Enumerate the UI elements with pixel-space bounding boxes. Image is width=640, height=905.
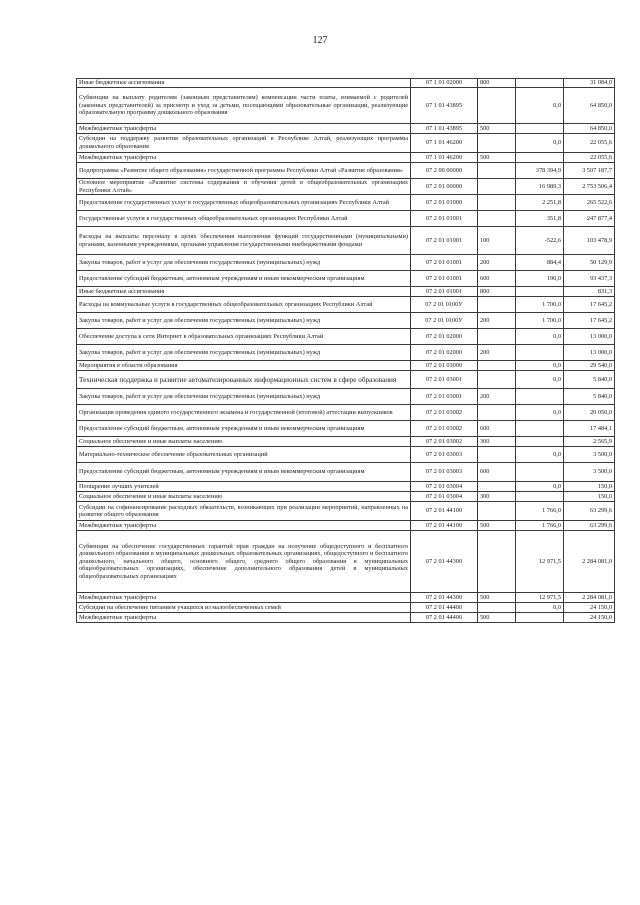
row-total-amount-cell: 831,3 [564,287,615,297]
table-row [77,405,615,421]
row-total-amount-cell: 3 500,0 [564,447,615,463]
row-name-cell: Организация проведения единого государственного экзамена и государственной (итоговой) аттестации выпускников [77,405,411,421]
row-expense-type-cell: 200 [478,345,516,361]
row-name-cell: Расходы на коммунальные услуги в государственных общеобразовательных организациях Республики Алтай [77,297,411,313]
row-change-amount-cell [516,463,564,482]
row-expense-type-cell [478,531,516,593]
budget-table-body [77,79,615,623]
row-total-amount-cell: 5 840,0 [564,389,615,405]
row-total-amount-cell: 63 299,6 [564,502,615,521]
row-change-amount-cell: 0,0 [516,88,564,124]
row-code-cell: 07 2 01 01001 [411,271,478,287]
row-expense-type-cell: 100 [478,227,516,255]
row-code-cell: 07 1 01 43895 [411,124,478,134]
table-row [77,463,615,482]
row-total-amount-cell: 17 645,2 [564,297,615,313]
row-expense-type-cell [478,502,516,521]
row-expense-type-cell [478,361,516,371]
row-total-amount-cell: 24 150,0 [564,603,615,613]
row-total-amount-cell: 17 484,1 [564,421,615,437]
row-name-cell: Основное мероприятие «Развитие системы содержания и обучения детей в общеобразовательных организациях Республики Алтай» [77,179,411,195]
row-name-cell: Обеспечение доступа к сети Интернет в образовательных организациях Республики Алтай [77,329,411,345]
row-expense-type-cell: 800 [478,79,516,88]
row-total-amount-cell: 103 478,9 [564,227,615,255]
row-expense-type-cell: 500 [478,613,516,623]
table-row [77,421,615,437]
row-change-amount-cell [516,437,564,447]
budget-table [76,78,615,623]
table-row [77,134,615,153]
row-code-cell: 07 2 01 44100 [411,502,478,521]
table-row [77,227,615,255]
table-row [77,153,615,163]
row-total-amount-cell: 24 150,0 [564,613,615,623]
row-change-amount-cell: 884,4 [516,255,564,271]
row-total-amount-cell: 3 500,0 [564,463,615,482]
row-total-amount-cell: 13 000,0 [564,345,615,361]
table-row [77,297,615,313]
row-total-amount-cell: 29 540,0 [564,361,615,371]
row-change-amount-cell: 2 251,8 [516,195,564,211]
row-expense-type-cell: 500 [478,153,516,163]
row-name-cell: Предоставление субсидий бюджетным, автономным учреждениям и иным некоммерческим организациям [77,271,411,287]
table-row [77,163,615,179]
row-total-amount-cell: 150,0 [564,492,615,502]
row-expense-type-cell [478,195,516,211]
table-row [77,437,615,447]
row-expense-type-cell [478,603,516,613]
row-total-amount-cell: 150,0 [564,482,615,492]
row-total-amount-cell: 247 877,4 [564,211,615,227]
row-code-cell: 07 2 01 02000 [411,345,478,361]
row-code-cell: 07 2 01 03000 [411,361,478,371]
table-row [77,313,615,329]
row-expense-type-cell: 200 [478,389,516,405]
row-expense-type-cell [478,447,516,463]
row-expense-type-cell [478,482,516,492]
row-change-amount-cell: 0,0 [516,405,564,421]
row-name-cell: Расходы на выплаты персоналу в целях обеспечения выполнения функций государственными (муниципальными) органами, казенными учреждениями, органами управления государственными внебюджетными фондами [77,227,411,255]
row-code-cell: 07 2 01 44100 [411,521,478,531]
row-expense-type-cell [478,179,516,195]
row-code-cell: 07 2 01 00000 [411,179,478,195]
row-code-cell: 07 2 01 03002 [411,421,478,437]
row-expense-type-cell: 200 [478,255,516,271]
table-row [77,79,615,88]
table-row [77,593,615,603]
row-total-amount-cell: 20 050,0 [564,405,615,421]
page-number: 127 [312,35,328,46]
row-expense-type-cell [478,88,516,124]
row-name-cell: Предоставление субсидий бюджетным, автономным учреждениям и иным некоммерческим организациям [77,463,411,482]
row-expense-type-cell: 600 [478,463,516,482]
row-change-amount-cell: 1 766,0 [516,521,564,531]
row-total-amount-cell: 5 840,0 [564,371,615,389]
row-change-amount-cell: 0,0 [516,329,564,345]
row-change-amount-cell: 1 766,0 [516,502,564,521]
table-row [77,179,615,195]
row-total-amount-cell: 2 284 081,0 [564,593,615,603]
row-change-amount-cell: 1 700,0 [516,313,564,329]
row-name-cell: Закупка товаров, работ и услуг для обеспечения государственных (муниципальных) нужд [77,389,411,405]
row-change-amount-cell: 0,0 [516,134,564,153]
table-row [77,124,615,134]
row-code-cell: 07 2 01 01001 [411,227,478,255]
row-name-cell: Поощрение лучших учителей [77,482,411,492]
row-code-cell: 07 2 01 44400 [411,603,478,613]
row-expense-type-cell: 300 [478,437,516,447]
table-row [77,389,615,405]
row-code-cell: 07 2 01 44300 [411,593,478,603]
row-expense-type-cell: 300 [478,492,516,502]
row-total-amount-cell: 2 284 081,0 [564,531,615,593]
row-name-cell: Субсидии на обеспечение питанием учащихся из малообеспеченных семей [77,603,411,613]
row-expense-type-cell [478,134,516,153]
row-total-amount-cell: 2 753 506,4 [564,179,615,195]
table-row [77,531,615,593]
row-expense-type-cell [478,211,516,227]
row-code-cell: 07 2 01 03001 [411,371,478,389]
row-change-amount-cell: 0,0 [516,371,564,389]
row-total-amount-cell: 22 055,6 [564,153,615,163]
row-change-amount-cell: 378 394,9 [516,163,564,179]
row-total-amount-cell: 64 850,0 [564,124,615,134]
row-code-cell: 07 2 01 01001 [411,211,478,227]
table-row [77,371,615,389]
row-change-amount-cell [516,492,564,502]
row-code-cell: 07 2 01 03002 [411,437,478,447]
row-code-cell: 07 2 01 03004 [411,492,478,502]
row-total-amount-cell: 17 645,2 [564,313,615,329]
row-change-amount-cell [516,153,564,163]
table-row [77,211,615,227]
row-name-cell: Межбюджетные трансферты [77,521,411,531]
row-code-cell: 07 2 00 00000 [411,163,478,179]
row-expense-type-cell: 200 [478,313,516,329]
row-expense-type-cell: 500 [478,124,516,134]
row-change-amount-cell [516,421,564,437]
row-expense-type-cell: 600 [478,271,516,287]
row-change-amount-cell [516,345,564,361]
row-name-cell: Техническая поддержка и развитие автоматизированных информационных систем в сфере образования [77,371,411,389]
table-row [77,345,615,361]
table-row [77,287,615,297]
row-change-amount-cell: 0,0 [516,361,564,371]
row-code-cell: 07 2 01 03003 [411,463,478,482]
row-change-amount-cell: 0,0 [516,447,564,463]
row-name-cell: Предоставление государственных услуг в государственных общеобразовательных организациях Республики Алтай [77,195,411,211]
row-total-amount-cell: 265 522,6 [564,195,615,211]
row-code-cell: 07 2 01 0100У [411,297,478,313]
row-name-cell: Социальное обеспечение и иные выплаты населению [77,437,411,447]
row-name-cell: Предоставление субсидий бюджетным, автономным учреждениям и иным некоммерческим организациям [77,421,411,437]
row-code-cell: 07 2 01 01001 [411,255,478,271]
row-name-cell: Социальное обеспечение и иные выплаты населению [77,492,411,502]
row-name-cell: Закупка товаров, работ и услуг для обеспечения государственных (муниципальных) нужд [77,255,411,271]
row-name-cell: Иные бюджетные ассигнования [77,287,411,297]
row-code-cell: 07 2 01 0100У [411,313,478,329]
row-code-cell: 07 2 01 03004 [411,482,478,492]
row-code-cell: 07 1 01 46200 [411,134,478,153]
row-name-cell: Субвенции на обеспечение государственных гарантий прав граждан на получение общедоступного и бесплатного дошкольного образования в муниципальных дошкольных образовательных организациях, общедоступного и бесплатного дошкольного, начального общего, основного общего, среднего общего образования в муниципальных общеобразовательных организациях, обеспечение дополнительного образования детей в муниципальных общеобразовательных организациях [77,531,411,593]
row-change-amount-cell: 0,0 [516,603,564,613]
row-change-amount-cell [516,613,564,623]
row-change-amount-cell: 1 700,0 [516,297,564,313]
row-name-cell: Мероприятия в области образования [77,361,411,371]
row-change-amount-cell: 190,0 [516,271,564,287]
table-row [77,492,615,502]
table-row [77,195,615,211]
table-row [77,603,615,613]
row-change-amount-cell [516,79,564,88]
row-expense-type-cell: 500 [478,521,516,531]
row-total-amount-cell: 13 000,0 [564,329,615,345]
row-expense-type-cell [478,163,516,179]
row-name-cell: Материально-техническое обеспечение образовательных организаций [77,447,411,463]
table-row [77,255,615,271]
row-total-amount-cell: 31 084,0 [564,79,615,88]
table-row [77,613,615,623]
row-expense-type-cell [478,371,516,389]
row-name-cell: Субвенции на выплату родителям (законным представителям) компенсации части платы, взимаемой с родителей (законных представителей) за присмотр и уход за детьми, посещающими образовательные организации, реализующие образовательную программу дошкольного образования [77,88,411,124]
table-row [77,271,615,287]
row-change-amount-cell [516,389,564,405]
row-total-amount-cell: 22 055,6 [564,134,615,153]
row-code-cell: 07 2 01 44300 [411,531,478,593]
row-expense-type-cell: 500 [478,593,516,603]
row-name-cell: Закупка товаров, работ и услуг для обеспечения государственных (муниципальных) нужд [77,345,411,361]
row-expense-type-cell: 600 [478,421,516,437]
row-change-amount-cell [516,287,564,297]
row-code-cell: 07 2 01 01001 [411,287,478,297]
row-name-cell: Субсидии на поддержку развития образовательных организаций в Республике Алтай, реализующих программы дошкольного образования [77,134,411,153]
row-name-cell: Межбюджетные трансферты [77,613,411,623]
row-change-amount-cell: -522,6 [516,227,564,255]
table-row [77,447,615,463]
row-change-amount-cell [516,124,564,134]
row-code-cell: 07 2 01 03003 [411,447,478,463]
row-code-cell: 07 1 01 02000 [411,79,478,88]
row-total-amount-cell: 50 129,9 [564,255,615,271]
row-code-cell: 07 1 01 46200 [411,153,478,163]
row-name-cell: Межбюджетные трансферты [77,124,411,134]
row-code-cell: 07 2 01 03002 [411,405,478,421]
row-name-cell: Субсидии на софинансирование расходных обязательств, возникающих при реализации мероприятий, направленных на развитие общего образования [77,502,411,521]
row-code-cell: 07 2 01 02000 [411,329,478,345]
row-change-amount-cell: 16 989,3 [516,179,564,195]
row-name-cell: Межбюджетные трансферты [77,593,411,603]
row-expense-type-cell [478,297,516,313]
table-row [77,482,615,492]
row-name-cell: Подпрограмма «Развитие общего образования» государственной программы Республики Алтай «Развитие образования» [77,163,411,179]
row-change-amount-cell: 351,8 [516,211,564,227]
row-expense-type-cell [478,329,516,345]
table-row [77,329,615,345]
row-total-amount-cell: 2 565,9 [564,437,615,447]
table-row [77,502,615,521]
row-change-amount-cell: 12 971,5 [516,593,564,603]
row-total-amount-cell: 63 299,6 [564,521,615,531]
row-name-cell: Государственные услуги в государственных общеобразовательных организациях Республики Алтай [77,211,411,227]
row-total-amount-cell: 3 507 187,7 [564,163,615,179]
row-name-cell: Межбюджетные трансферты [77,153,411,163]
row-name-cell: Иные бюджетные ассигнования [77,79,411,88]
row-change-amount-cell: 0,0 [516,482,564,492]
row-code-cell: 07 2 01 01000 [411,195,478,211]
row-code-cell: 07 2 01 03001 [411,389,478,405]
row-total-amount-cell: 93 437,3 [564,271,615,287]
row-code-cell: 07 2 01 44400 [411,613,478,623]
row-total-amount-cell: 64 850,0 [564,88,615,124]
row-name-cell: Закупка товаров, работ и услуг для обеспечения государственных (муниципальных) нужд [77,313,411,329]
row-change-amount-cell: 12 971,5 [516,531,564,593]
row-expense-type-cell: 800 [478,287,516,297]
table-row [77,88,615,124]
row-code-cell: 07 1 01 43895 [411,88,478,124]
table-row [77,361,615,371]
table-row [77,521,615,531]
row-expense-type-cell [478,405,516,421]
